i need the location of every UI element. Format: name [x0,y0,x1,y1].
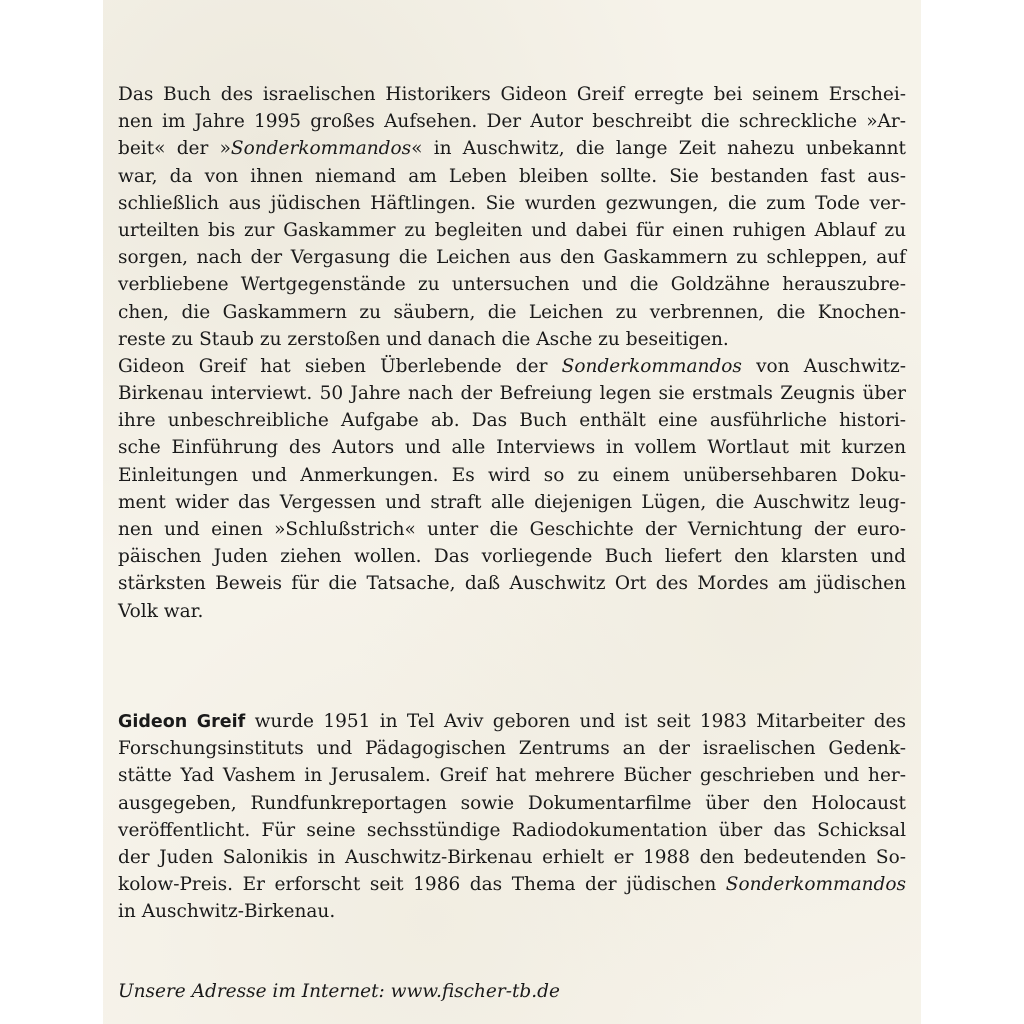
text-line: stätte Yad Vashem in Jerusalem. Greif hat mehrere Bücher geschrieben und her- [118,765,906,787]
italic-term: Sonderkommandos [561,355,742,377]
author-biography [118,708,906,926]
text-line: sche Einführung des Autors und alle Interviews in vollem Wortlaut mit kurzen [118,437,906,459]
text-line: sorgen, nach der Vergasung die Leichen aus den Gaskammern zu schleppen, auf [118,247,906,269]
text-line: beit« der »Sonderkommandos« in Auschwitz, die lange Zeit nahezu unbekannt [118,138,906,160]
text-line: chen, die Gaskammern zu säubern, die Leichen zu verbrennen, die Knochen- [118,301,906,323]
text-line: Volk war. [118,600,204,622]
text-line: verbliebene Wertgegenstände zu untersuchen und die Goldzähne herauszubre- [118,274,906,296]
text-line: Forschungsinstituts und Pädagogischen Zentrums an der israelischen Gedenk- [118,738,906,760]
text-line: urteilten bis zur Gaskammer zu begleiten und dabei für einen ruhigen Ablauf zu [118,219,906,241]
text-line: nen im Jahre 1995 großes Aufsehen. Der Autor beschreibt die schreckliche »Ar- [118,111,906,133]
text-line: nen und einen »Schlußstrich« unter die Geschichte der Vernichtung der euro- [118,519,906,540]
text-line: Birkenau interviewt. 50 Jahre nach der Befreiung legen sie erstmals Zeugnis über [118,383,906,405]
text-line: schließlich aus jüdischen Häftlingen. Sie wurden gezwungen, die zum Tode ver- [118,192,906,214]
text-line: kolow-Preis. Er erforscht seit 1986 das Thema der jüdischen Sonderkommandos [118,874,906,896]
text-line: Gideon Greif hat sieben Überlebende der Sonderkommandos von Auschwitz- [118,355,906,377]
text-line: veröffentlicht. Für seine sechsstündige Radiodokumentation über das Schicksal [118,819,906,841]
text-line: ihre unbeschreibliche Aufgabe ab. Das Buch enthält eine ausführliche histori- [118,410,906,432]
italic-term: Sonderkommandos [230,138,412,160]
text-line: der Juden Salonikis in Auschwitz-Birkenau erhielt er 1988 den bedeutenden So- [118,846,906,868]
publisher-web-address: Unsere Adresse im Internet: www.fischer-tb.de [118,981,560,1002]
text-line: ausgegeben, Rundfunkreportagen sowie Dokumentarfilme über den Holocaust [118,792,906,814]
text-line: stärksten Beweis für die Tatsache, daß Auschwitz Ort des Mordes am jüdischen [118,573,906,595]
text-line: päischen Juden ziehen wollen. Das vorliegende Buch liefert den klarsten und [118,546,906,568]
text-line: Das Buch des israelischen Historikers Gideon Greif erregte bei seinem Erschei- [118,84,906,105]
italic-term: Sonderkommandos [725,874,906,896]
book-description [118,81,906,625]
text-line: Gideon Greif wurde 1951 in Tel Aviv geboren und ist seit 1983 Mitarbeiter des [118,711,906,732]
text-line: ment wider das Vergessen und straft alle diejenigen Lügen, die Auschwitz leug- [118,491,906,513]
text-line: reste zu Staub zu zerstoßen und danach die Asche zu beseitigen. [118,328,729,350]
author-name: Gideon Greif [118,712,246,732]
text-line: war, da von ihnen niemand am Leben bleiben sollte. Sie bestanden fast aus- [118,165,906,187]
text-line: Einleitungen und Anmerkungen. Es wird so zu einem unübersehbaren Doku- [118,464,906,486]
text-line: in Auschwitz-Birkenau. [118,901,336,923]
